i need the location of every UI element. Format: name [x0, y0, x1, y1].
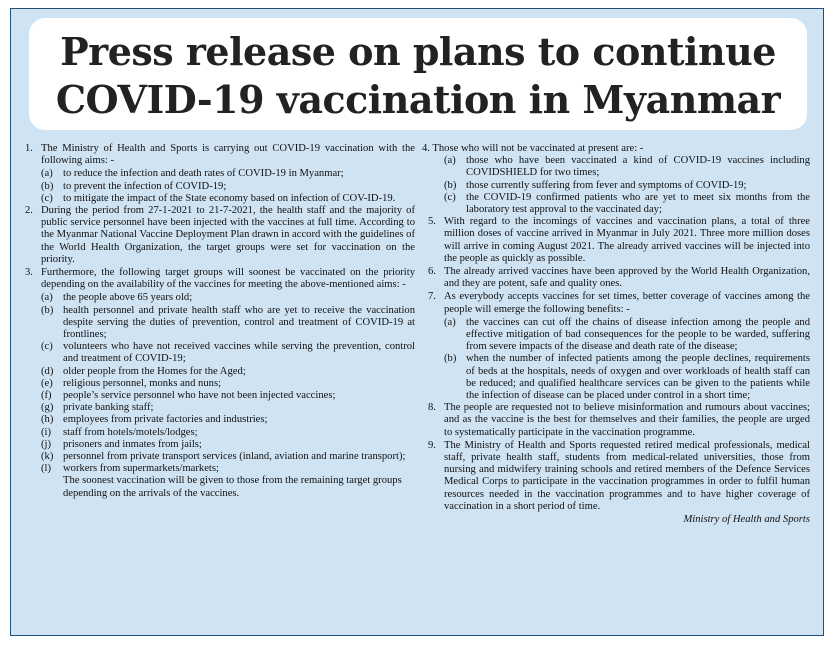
sub-item [41, 427, 415, 439]
paragraph-6 [422, 266, 810, 290]
paragraph-text: Furthermore, the following target groups will soonest be vaccinated on the priority depending on the availability of the vaccines for meeting the above-mentioned aims: - [41, 267, 415, 291]
sub-text: when the number of infected patients among the people declines, requirements of beds at the hospitals, needs of oxygen and over workloads of health staff can be reduced; and qualified healthcare services can be given to the patients while the infection of disease can be placed under control in a short time; [466, 353, 810, 402]
paragraph-7 [422, 291, 810, 315]
sub-label: (l) [41, 463, 51, 475]
sub-text: the COVID-19 confirmed patients who are yet to meet six months from the laboratory test approval to the vaccinated day; [466, 191, 810, 216]
sub-label: (k) [41, 451, 54, 463]
sub-text: volunteers who have not received vaccines while serving the prevention, control and treatment of COVID-19; [63, 341, 415, 365]
sub-text: workers from supermarkets/markets; [63, 463, 219, 475]
sub-text: the vaccines can cut off the chains of disease infection among the people and effective mitigation of bad consequences for the people to be warded, suffering from severe impacts of the disease and death rate of the disease; [466, 316, 810, 353]
sub-text: people’s service personnel who have not been injected vaccines; [63, 390, 336, 402]
sub-label: (b) [444, 353, 457, 365]
sub-text: religious personnel, monks and nuns; [63, 377, 222, 389]
paragraph-text: The Ministry of Health and Sports is carrying out COVID-19 vaccination with the following aims: - [41, 143, 415, 167]
sub-label: (a) [444, 316, 456, 328]
sub-item [444, 317, 810, 354]
title-line-2: COVID-19 vaccination in Myanmar [55, 77, 781, 122]
paragraph-text: The already arrived vaccines have been approved by the World Health Organization, and they are potent, safe and quality ones. [444, 266, 810, 290]
paragraph-5 [422, 216, 810, 265]
sub-item [41, 451, 415, 463]
sub-label: (i) [41, 426, 51, 438]
sub-item [41, 305, 415, 342]
sub-item [41, 181, 415, 193]
sub-text: private banking staff; [63, 402, 154, 414]
right-column [422, 143, 810, 526]
sub-item [41, 193, 415, 205]
sub-item [41, 390, 415, 402]
sub-item [444, 155, 810, 179]
paragraph-1 [19, 143, 415, 167]
paragraph-number: 2. [25, 205, 33, 217]
paragraph-3 [19, 267, 415, 291]
sub-item [41, 439, 415, 451]
sub-item [444, 192, 810, 216]
sub-text: to prevent the infection of COVID-19; [63, 180, 227, 192]
sub-label: (b) [41, 180, 54, 192]
title-box [29, 18, 807, 130]
sub-text: employees from private factories and industries; [63, 414, 268, 426]
title-line-1: Press release on plans to continue [60, 29, 776, 74]
sub-text: older people from the Homes for the Aged; [63, 365, 246, 377]
page-title [29, 28, 807, 124]
paragraph-number: 8. [428, 402, 436, 414]
left-column [19, 143, 415, 500]
sub-text: those who have been vaccinated a kind of COVID-19 vaccines including COVIDSHIELD for two times; [466, 155, 810, 179]
sub-label: (b) [41, 304, 54, 316]
sub-item [41, 414, 415, 426]
paragraph-text: As everybody accepts vaccines for set times, better coverage of vaccines among the people will emerge the following benefits: - [444, 291, 810, 315]
sub-item [41, 366, 415, 378]
sub-label: (b) [444, 179, 457, 191]
paragraph-4-subitems [422, 155, 810, 216]
sub-label: (h) [41, 414, 54, 426]
sub-item [41, 463, 415, 475]
sub-label: (c) [41, 192, 53, 204]
sub-item [41, 168, 415, 180]
paragraph-text: The Ministry of Health and Sports requested retired medical professionals, medical staff, private health staff, students from medical-related universities, those from nursing and midwifery training schools and retired members of the Defence Services Medical Corps to participate in the vaccination programmes in order to fulfil human resources needed in the vaccination programmes and to have higher coverage of vaccination in a short period of time. [444, 439, 810, 512]
paragraph-3-tail: The soonest vaccination will be given to those from the remaining target groups depending on the arrivals of the vaccines. [63, 475, 402, 499]
press-release-panel [10, 8, 824, 636]
sub-label: (g) [41, 402, 54, 414]
sub-label: (a) [444, 155, 456, 167]
signature: Ministry of Health and Sports [683, 514, 810, 526]
paragraph-9 [422, 440, 810, 513]
paragraph-8 [422, 402, 810, 439]
sub-item [444, 353, 810, 402]
sub-label: (a) [41, 168, 53, 180]
sub-label: (a) [41, 292, 53, 304]
paragraph-text: During the period from 27-1-2021 to 21-7-2021, the health staff and the majority of public service personnel have been injected with the vaccines at full time. According to the Myanmar National Vaccine Deployment Plan drawn in accord with the guidelines of the World Health Organization, the target groups were set for vaccination on the priority. [41, 205, 416, 265]
paragraph-number: 3. [25, 267, 33, 279]
sub-text: health personnel and private health staff who are yet to receive the vaccination despite serving the duties of prevention, control and treatment of COVID-19 at frontlines; [63, 304, 415, 341]
paragraph-number: 1. [25, 143, 33, 154]
paragraph-7-subitems [422, 317, 810, 402]
sub-text: those currently suffering from fever and symptoms of COVID-19; [466, 179, 747, 191]
sub-text: personnel from private transport services (inland, aviation and marine transport); [63, 451, 406, 463]
sub-label: (e) [41, 377, 53, 389]
paragraph-4-heading: 4. Those who will not be vaccinated at present are: - [422, 143, 644, 154]
sub-label: (f) [41, 390, 52, 402]
sub-item [41, 341, 415, 365]
sub-label: (d) [41, 365, 54, 377]
paragraph-number: 6. [428, 266, 436, 278]
sub-item [444, 180, 810, 192]
sub-label: (c) [444, 191, 456, 203]
sub-text: to mitigate the impact of the State economy based on infection of COV-ID-19. [63, 192, 396, 204]
paragraph-3-subitems [19, 292, 415, 499]
paragraph-text: With regard to the incomings of vaccines and vaccination plans, a total of three million doses of vaccine arrived in Myanmar in July 2021. Three more million doses will arrive in coming August 2021. The already arrived vaccines will be injected into the people as quickly as possible. [444, 216, 810, 264]
sub-label: (j) [41, 438, 51, 450]
paragraph-number: 9. [428, 439, 436, 451]
paragraph-2 [19, 205, 415, 266]
sub-text: the people above 65 years old; [63, 292, 193, 304]
paragraph-number: 7. [428, 291, 436, 303]
paragraph-number: 5. [428, 216, 436, 228]
sub-text: to reduce the infection and death rates of COVID-19 in Myanmar; [63, 168, 344, 180]
sub-item [41, 378, 415, 390]
sub-text: prisoners and inmates from jails; [63, 438, 202, 450]
paragraph-1-subitems [19, 168, 415, 205]
sub-label: (c) [41, 341, 53, 353]
sub-text: staff from hotels/motels/lodges; [63, 426, 198, 438]
paragraph-text: The people are requested not to believe misinformation and rumours about vaccines; and as the vaccine is the best for themselves and their families, the people are urged to systematically participate in the vaccination programme. [444, 402, 810, 438]
sub-item [41, 292, 415, 304]
sub-item [41, 402, 415, 414]
